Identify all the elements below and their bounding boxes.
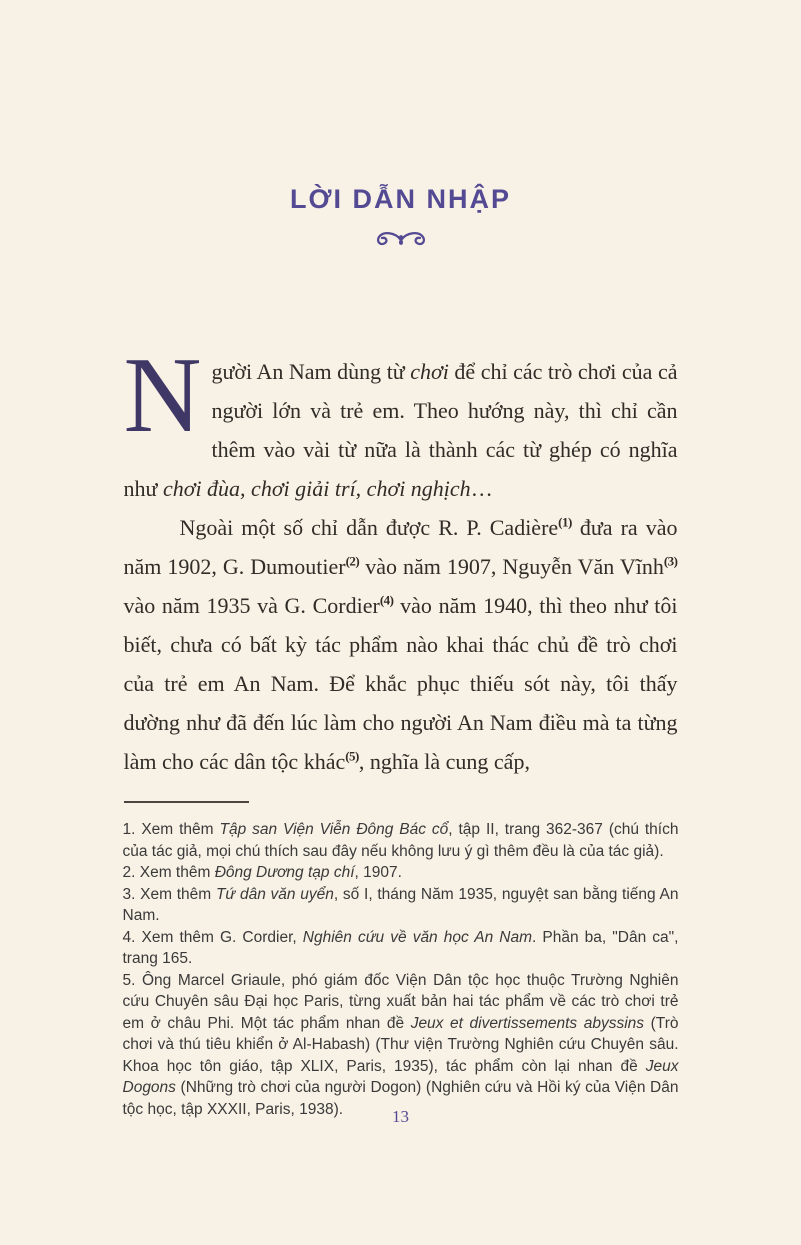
footnote-4: 4. Xem thêm G. Cordier, Nghiên cứu về văn học An Nam. Phần ba, "Dân ca", trang 165. [122,928,679,967]
flourish-icon [371,228,431,252]
footnote-separator [124,801,249,803]
body-text [123,336,678,781]
paragraph-intro [123,336,678,508]
ornament-flourish [0,228,801,252]
footnotes [123,819,679,1120]
page-number: 13 [392,1107,409,1126]
paragraph-intro-text: gười An Nam dùng từ chơi để chỉ các trò chơi của cả người lớn và trẻ em. Theo hướng này, thì chỉ cần thêm vào vài từ nữa là thành các từ ghép có nghĩa như chơi đùa, chơi giải trí, chơi nghịch… [123,359,678,501]
footnote-5: 5. Ông Marcel Griaule, phó giám đốc Viện Dân tộc học thuộc Trường Nghiên cứu Chuyên sâu Đại học Paris, từng xuất bản hai tác phẩm về các trò chơi trẻ em ở châu Phi. Một tác phẩm nhan đề Jeux et divertissements abyssins (Trò chơi và thú tiêu khiển ở Al-Habash) (Thư viện Trường Nghiên cứu Chuyên sâu. Khoa học tôn giáo, tập XLIX, Paris, 1935), tác phẩm còn lại nhan đề Jeux Dogons (Những trò chơi của người Dogon) (Nghiên cứu và Hồi ký của Viện Dân tộc học, tập XXXII, Paris, 1938). [122,971,679,1118]
chapter-title: LỜI DẪN NHẬP [289,184,512,214]
footnote-1: 1. Xem thêm Tập san Viện Viễn Đông Bác cổ, tập II, trang 362-367 (chú thích của tác giả, mọi chú thích sau đây nếu không lưu ý gì thêm đều là của tác giả). [122,821,679,860]
paragraph-second: Ngoài một số chỉ dẫn được R. P. Cadière$^{(1)}$ đưa ra vào năm 1902, G. Dumoutier$^{(2)}$ vào năm 1907, Nguyễn Văn Vĩnh$^{(3)}$ vào năm 1935 và G. Cordier$^{(4)}$ vào năm 1940, thì theo như tôi biết, chưa có bất kỳ tác phẩm nào khai thác chủ đề trò chơi của trẻ em An Nam. Để khắc phục thiếu sót này, tôi thấy dường như đã đến lúc làm cho người An Nam điều mà ta từng làm cho các dân tộc khác$^{(5)}$, nghĩa là cung cấp, [123,514,678,774]
drop-cap: N [123,336,202,455]
footnote-2: 2. Xem thêm Đông Dương tạp chí, 1907. [122,864,402,881]
footnote-3: 3. Xem thêm Tứ dân văn uyển, số I, tháng Năm 1935, nguyệt san bằng tiếng An Nam. [122,885,679,924]
